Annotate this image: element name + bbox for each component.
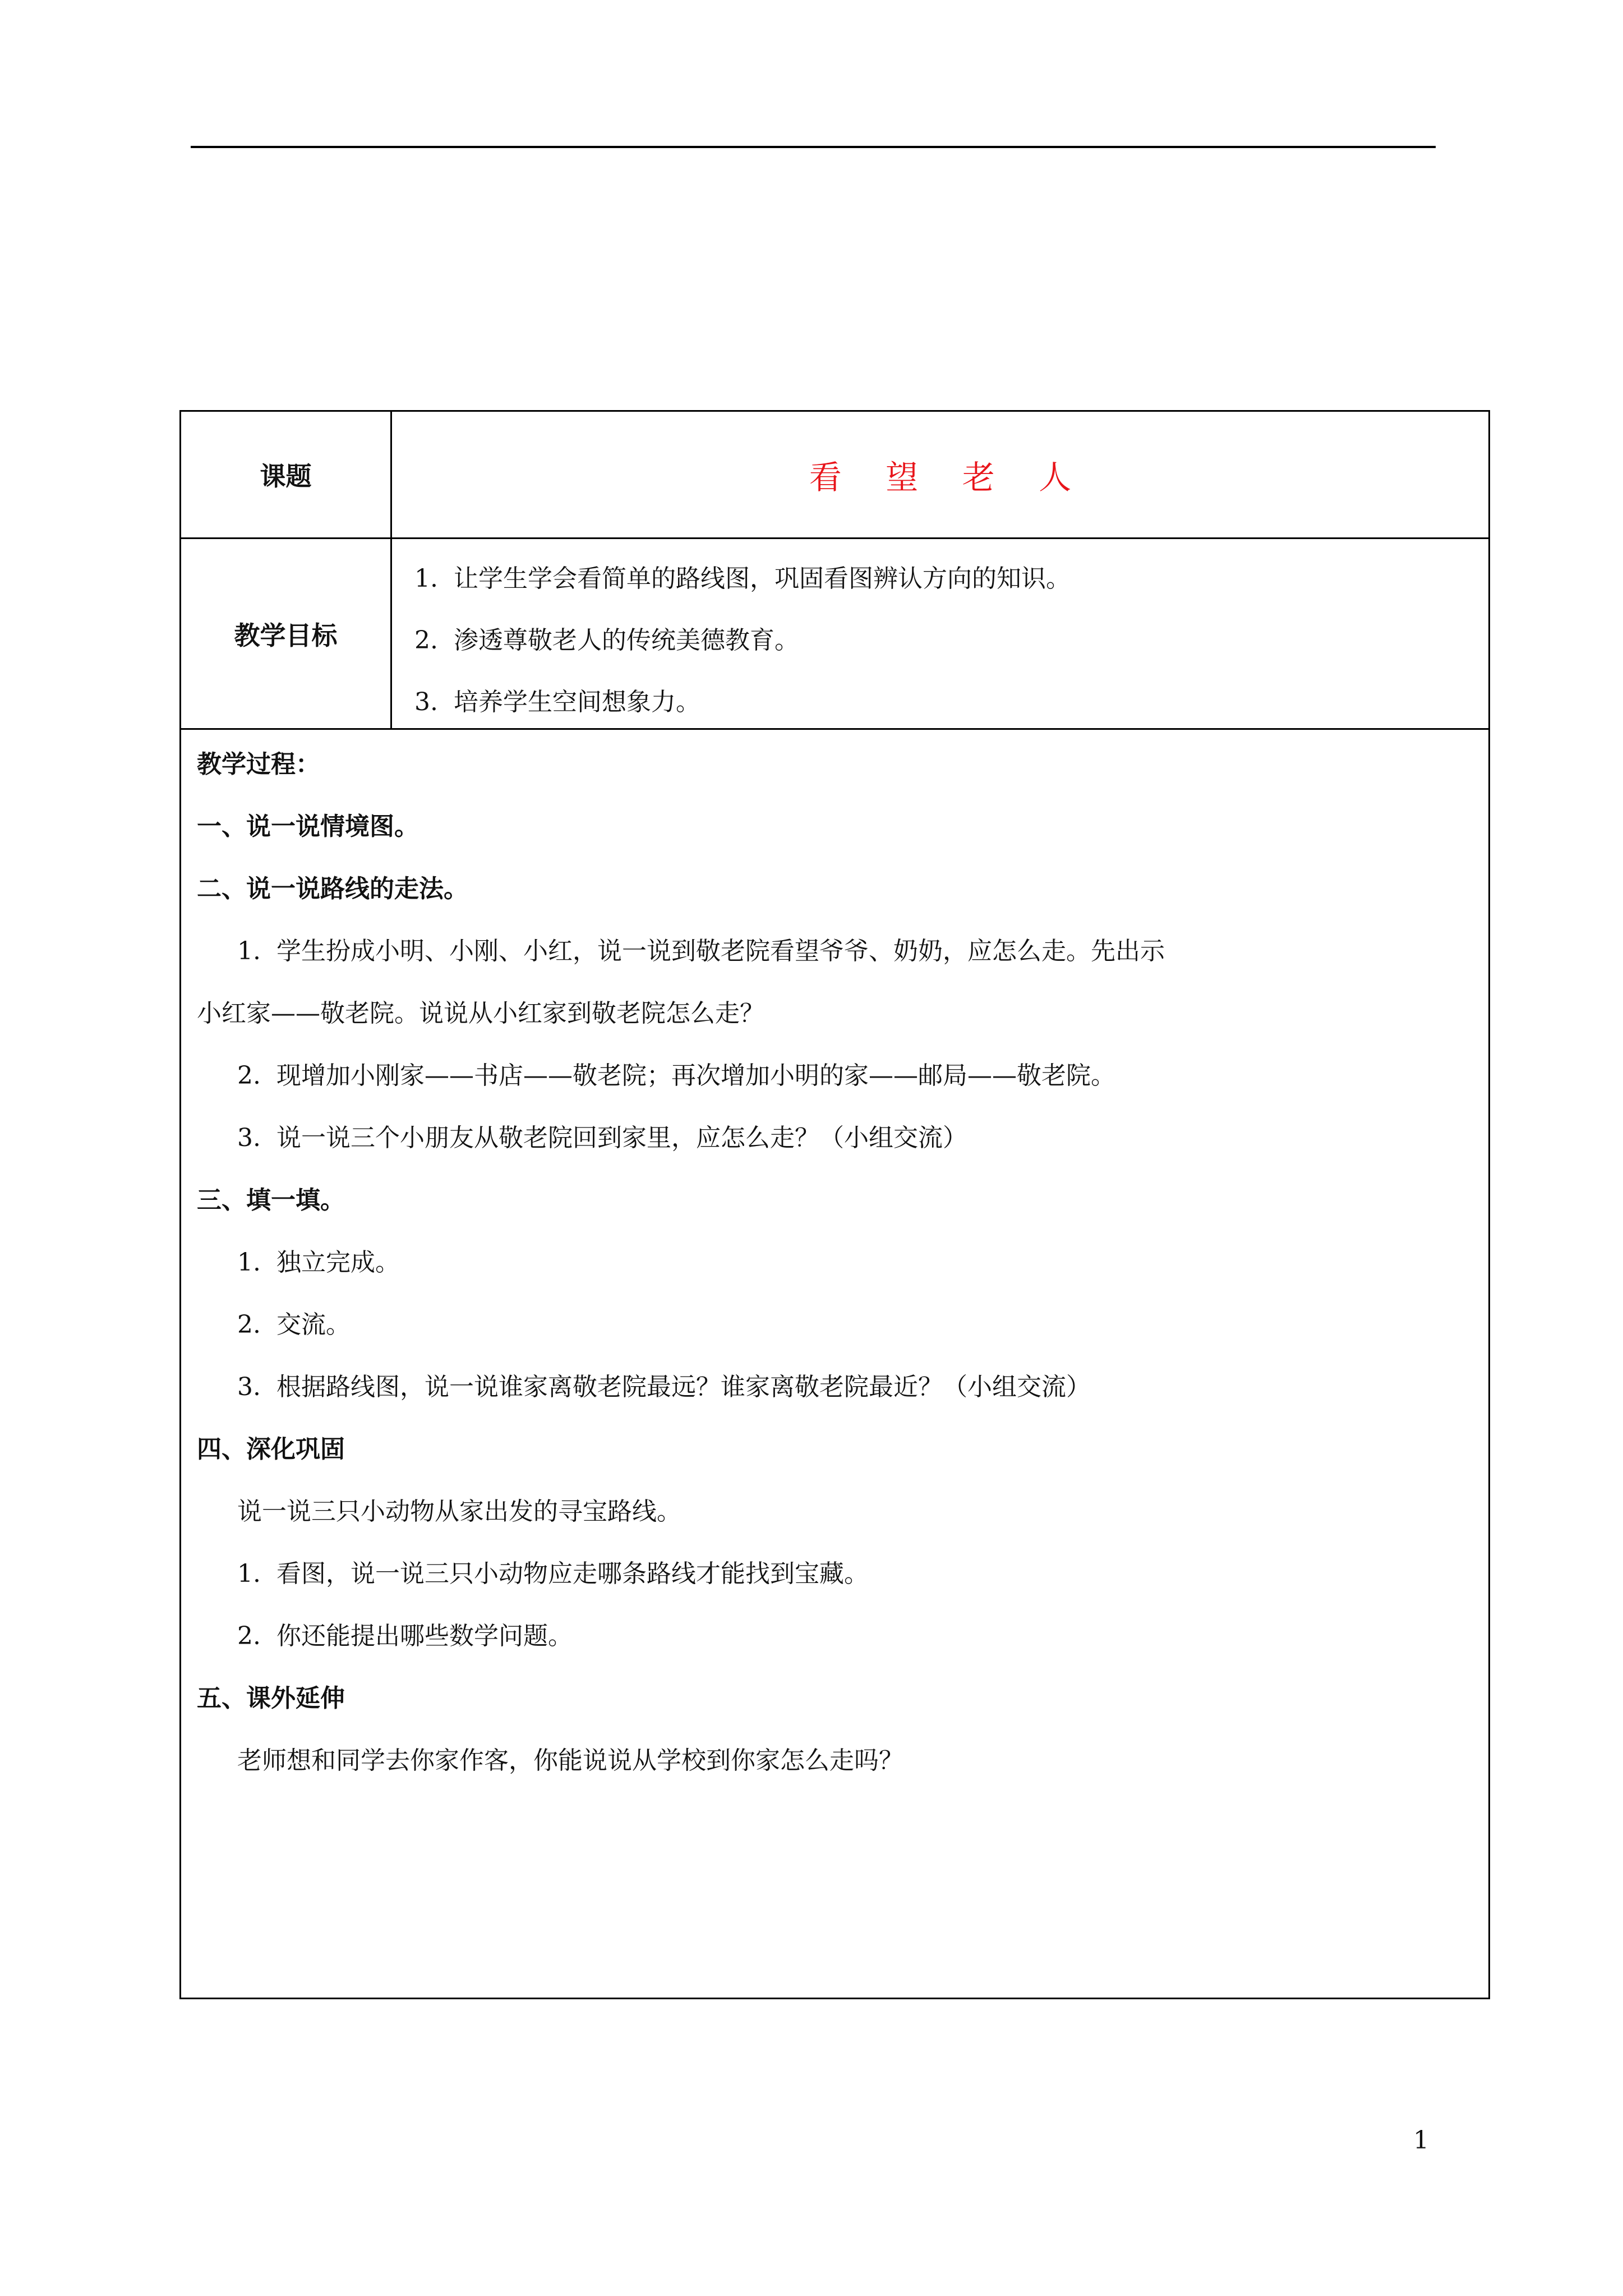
section-2-item-1-continued: 小红家——敬老院。说说从小红家到敬老院怎么走？: [197, 999, 764, 1028]
goal-item: [392, 548, 1071, 610]
section-5-title: 五、课外延伸: [197, 1684, 345, 1713]
goal-number: 2.: [414, 626, 438, 655]
process-row: [181, 730, 1488, 1998]
goal-item: [392, 610, 1071, 671]
header-rule: [191, 146, 1436, 148]
title-row: [181, 412, 1488, 539]
goal-text: 渗透尊敬老人的传统美德教育。: [454, 626, 799, 655]
section-4-title: 四、深化巩固: [197, 1435, 345, 1464]
section-2-item-1: [181, 920, 1488, 982]
goal-number: 1.: [414, 564, 438, 593]
title-label: 课题: [181, 412, 392, 537]
item-number: 1.: [237, 1248, 261, 1277]
item-number: 2.: [237, 1310, 261, 1339]
section-4-item-1: [181, 1543, 1488, 1605]
section-3-title: 三、填一填。: [197, 1186, 345, 1214]
goal-text: 培养学生空间想象力。: [454, 688, 700, 716]
item-text: 学生扮成小明、小刚、小红，说一说到敬老院看望爷爷、奶奶，应怎么走。先出示: [276, 937, 1165, 965]
item-number: 1.: [237, 937, 261, 965]
teaching-process: [181, 730, 1488, 1792]
section-2-title: 二、说一说路线的走法。: [197, 875, 468, 903]
section-4-intro: 说一说三只小动物从家出发的寻宝路线。: [237, 1497, 681, 1526]
title-cell: [392, 412, 1488, 537]
section-1-title: 一、说一说情境图。: [197, 812, 419, 841]
goal-item: [392, 671, 1071, 733]
item-number: 1.: [237, 1559, 261, 1588]
item-text: 现增加小刚家——书店——敬老院；再次增加小明的家——邮局——敬老院。: [276, 1061, 1115, 1090]
item-text: 说一说三个小朋友从敬老院回到家里，应怎么走？（小组交流）: [276, 1124, 967, 1152]
goals-row: [181, 539, 1488, 730]
goal-number: 3.: [414, 688, 438, 716]
item-text: 根据路线图，说一说谁家离敬老院最远？谁家离敬老院最近？（小组交流）: [276, 1373, 1091, 1401]
item-text: 你还能提出哪些数学问题。: [276, 1622, 573, 1650]
section-2-item-3: [181, 1107, 1488, 1169]
goals-label: 教学目标: [181, 539, 392, 728]
section-3-item-1: [181, 1231, 1488, 1294]
goals-list: [392, 548, 1071, 733]
section-5-text: 老师想和同学去你家作客，你能说说从学校到你家怎么走吗？: [237, 1746, 903, 1775]
item-text: 交流。: [276, 1310, 351, 1339]
item-number: 2.: [237, 1622, 261, 1650]
page-number: 1: [1413, 2126, 1429, 2155]
item-number: 2.: [237, 1061, 261, 1090]
item-text: 独立完成。: [276, 1248, 400, 1277]
lesson-title: 看 望 老 人: [809, 458, 1089, 496]
item-number: 3.: [237, 1373, 261, 1401]
item-number: 3.: [237, 1124, 261, 1152]
section-3-item-2: [181, 1294, 1488, 1356]
section-3-item-3: [181, 1356, 1488, 1418]
lesson-plan-table: [179, 410, 1490, 1999]
section-2-item-2: [181, 1045, 1488, 1107]
item-text: 看图，说一说三只小动物应走哪条路线才能找到宝藏。: [276, 1559, 869, 1588]
process-heading: 教学过程：: [197, 750, 320, 779]
section-4-item-2: [181, 1605, 1488, 1667]
goal-text: 让学生学会看简单的路线图，巩固看图辨认方向的知识。: [454, 564, 1071, 593]
goals-cell: [392, 539, 1488, 728]
